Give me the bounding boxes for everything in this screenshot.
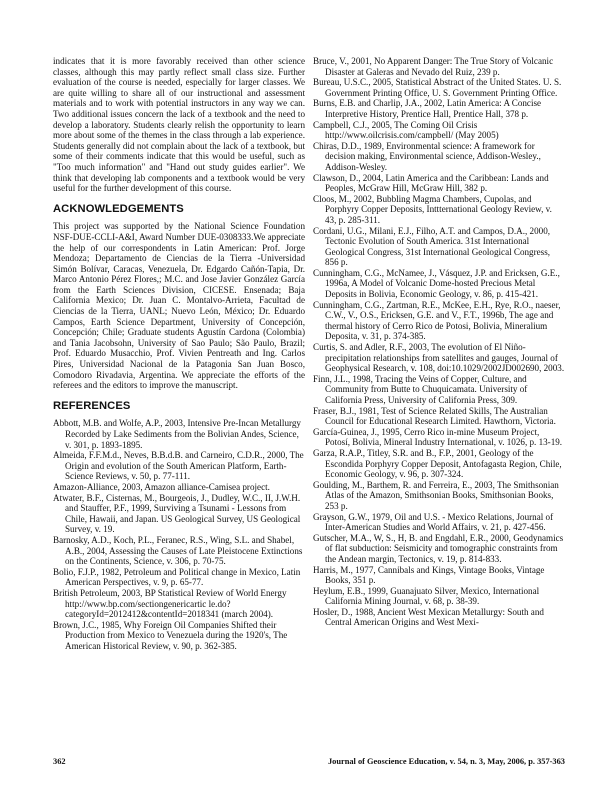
journal-citation: Journal of Geoscience Education, v. 54, n. 3, May, 2006, p. 357-363 bbox=[327, 757, 565, 766]
reference-item: Gutscher, M.A., W, S., H, B. and Engdahl, E.R., 2000, Geodynamics of flat subduction: Seismicity and tomographic constraints from the Andean margin, Tectonics, v. 19, p. 814-833. bbox=[313, 532, 564, 564]
reference-item: Brown, J.C., 1985, Why Foreign Oil Companies Shifted their Production from Mexico to Venezuela during the 1920's, The American Historical Review, v. 90, p. 362-385. bbox=[53, 619, 288, 651]
references-list-left bbox=[53, 418, 305, 651]
continuation-paragraph: indicates that it is more favorably received than other science classes, although this may partly reflect small class size. Further evaluation of the course is needed, especially for larger classes. We are quite willing to share all of our instructional and assessment materials and to work with potential instructors in any way we can. Two additional issues concern the lack of a textbook and the need to develop a laboratory. Students clearly relish the opportunity to learn more about some of the themes in the class through a lab experience. Students generally did not complain about the lack of a textbook, but some of their comments indicate that this would be useful, such as "Too much information" and "Hand out study guides earlier". We think that developing lab components and a textbook would be very useful for the further development of this course. bbox=[53, 56, 305, 194]
reference-item: Fraser, B.J., 1981, Test of Science Related Skills, The Australian Council for Educational Research Limited. Hawthorn, Victoria. bbox=[313, 405, 556, 427]
reference-item: Bolio, F.J.P., 1982, Petroleum and Political change in Mexico, Latin American Perspectives, v. 9, p. 65-77. bbox=[53, 566, 301, 588]
reference-item: Campbell, C.J., 2005, The Coming Oil Crisis http://www.oilcrisis.com/campbell/ (May 2005) bbox=[313, 119, 499, 141]
reference-item: Cloos, M., 2002, Bubbling Magma Chambers, Cupolas, and Porphyry Copper Deposits, Inttternational Geology Review, v. 43, p. 285-311. bbox=[313, 193, 552, 225]
reference-item: García-Guinea, J., 1995, Cerro Rico in-mine Museum Project, Potosí, Bolivia, Mineral Industry International, v. 1026, p. 13-19. bbox=[313, 426, 563, 448]
acknowledgements-text: This project was supported by the National Science Foundation NSF-DUE-CCLI-A&I, Award Number DUE-0308333.We appreciate the help of our correspondents in Latin American: Prof. Jorge Mendoza; Departamento de Ciencias de la Tierra -Universidad Simón Bolívar, Caracas, Venezuela, Dr. Edgardo Cañón-Tapia, Dr. Marco Antonio Pérez Flores,; M.C. and Jose Javier González García from the Earth Sciences Division, CICESE. Ensenada; Baja California Mexico; Dr. Juan C. Montalvo-Arrieta, Facultad de Ciencias de la Tierra, UANL; Nuevo León, México; Dr. Eduardo Campos, Earth Science Department, University of Concepción, Concepción; Chile; Graduate students Agustín Cardona (Colombia) and Tania Jacobsohn, University of Sao Paulo; São Paulo, Brazil; Prof. Eduardo Musacchio, Prof. Vivien Pentreath and Ing. Carlos Pires, Universidad Nacional de la Patagonia San Juan Bosco, Comodoro Rivadavia, Argentina. We appreciate the efforts of the referees and the editors to improve the manuscript. bbox=[53, 221, 305, 391]
reference-item: Finn, J.L., 1998, Tracing the Veins of Copper, Culture, and Community from Butte to Chuquicamata. University of California Press, University of California Press, 309. bbox=[313, 373, 528, 405]
acknowledgements-heading: ACKNOWLEDGEMENTS bbox=[53, 202, 184, 215]
references-list-right bbox=[313, 56, 565, 628]
reference-item: Curtis, S. and Adler, R.F., 2003, The evolution of El Niño-precipitation relationships from satellites and gauges, Journal of Geophysical Research, v. 108, doi:10.1029/2002JD002690, 2003. bbox=[313, 342, 565, 374]
reference-item: Chiras, D.D., 1989, Environmental science: A framework for decision making, Environmental science, Addison-Wesley., Addison-Wesley. bbox=[313, 140, 541, 172]
reference-item: Bruce, V., 2001, No Apparent Danger: The True Story of Volcanic Disaster at Galeras and Nevado del Ruiz, 239 p. bbox=[313, 56, 554, 77]
reference-item: Grayson, G.W., 1979, Oil and U.S. - Mexico Relations, Journal of Inter-American Studies and World Affairs, v. 21, p. 427-456. bbox=[313, 511, 554, 533]
reference-item: Burns, E.B. and Charlip, J.A., 2002, Latin America: A Concise Interpretive History, Prentice Hall, Prentice Hall, 378 p. bbox=[313, 98, 542, 119]
reference-item: British Petroleum, 2003, BP Statistical Review of World Energy http://www.bp.com/sectiongenericartic le.do?categoryId=2012412&contentId=2018341 (march 2004). bbox=[53, 587, 287, 620]
reference-item: Amazon-Alliance, 2003, Amazon alliance-Camisea project. bbox=[53, 481, 270, 492]
reference-item: Atwater, B.F., Cisternas, M., Bourgeois, J., Dudley, W.C., II, J.W.H. and Stauffer, P.F., 1999, Surviving a Tsunami - Lessons from Chile, Hawaii, and Japan. US Geological Survey, US Geological Survey, v. 19. bbox=[53, 492, 301, 535]
reference-item: Heylum, E.B., 1999, Guanajuato Silver, Mexico, International California Mining Journal, v. 68, p. 38-39. bbox=[313, 585, 540, 607]
reference-item: Barnosky, A.D., Koch, P.L., Feranec, R.S., Wing, S.L. and Shabel, A.B., 2004, Assessing the Causes of Late Pleistocene Extinctions on the Continents, Science, v. 306, p. 70-75. bbox=[53, 534, 303, 567]
reference-item: Cunningham, C.G., Zartman, R.E., McKee, E.H., Rye, R.O., naeser, C.W., V., O.S., Ericksen, G.E. and V., F.T., 1996b, The age and thermal history of Cerro Rico de Potosi, Bolivia, Mineralium Deposita, v. 31, p. 374-385. bbox=[313, 299, 561, 342]
reference-item: Almeida, F.F.M.d., Neves, B.B.d.B. and Carneiro, C.D.R., 2000, The Origin and evolution of the South American Platform, Earth-Science Reviews, v. 50, p. 77-111. bbox=[53, 450, 304, 482]
reference-item: Hosler, D., 1988, Ancient West Mexican Metallurgy: South and Central American Origins and West Mexi- bbox=[313, 606, 544, 628]
references-heading: REFERENCES bbox=[53, 399, 131, 412]
reference-item: Clawson, D., 2004, Latin America and the Caribbean: Lands and Peoples, McGraw Hill, McGraw Hill, 382 p. bbox=[313, 172, 549, 194]
reference-item: Abbott, M.B. and Wolfe, A.P., 2003, Intensive Pre-Incan Metallurgy Recorded by Lake Sediments from the Bolivian Andes, Science, v. 301, p. 1893-1895. bbox=[53, 418, 301, 450]
reference-item: Goulding, M., Barthem, R. and Ferreira, E., 2003, The Smithsonian Atlas of the Amazon, Smithsonian Books, Smithsonian Books, 253 p. bbox=[313, 479, 559, 511]
left-column bbox=[53, 56, 305, 651]
reference-item: Cordani, U.G., Milani, E.J., Filho, A.T. and Campos, D.A., 2000, Tectonic Evolution of South America. 31st International Geological Congress, 31st International Geological Congress, 856 p. bbox=[313, 225, 551, 268]
reference-item: Bureau, U.S.C., 2005, Statistical Abstract of the United States. U. S. Government Printing Office, U. S. Government Printing Office. bbox=[313, 77, 562, 98]
page-number: 362 bbox=[53, 757, 66, 766]
reference-item: Cunningham, C.G., McNamee, J., Vásquez, J.P. and Ericksen, G.E., 1996a, A Model of Volcanic Dome-hosted Precious Metal Deposits in Bolivia, Economic Geology, v. 86, p. 415-421. bbox=[313, 267, 560, 300]
reference-item: Harris, M., 1977, Cannibals and Kings, Vintage Books, Vintage Books, 351 p. bbox=[313, 564, 545, 586]
right-column bbox=[313, 56, 565, 628]
reference-item: Garza, R.A.P., Titley, S.R. and B., F.P., 2001, Geology of the Escondida Porphyry Copper Deposit, Antofagasta Region, Chile, Economic Geology, v. 96, p. 307-324. bbox=[313, 447, 562, 480]
